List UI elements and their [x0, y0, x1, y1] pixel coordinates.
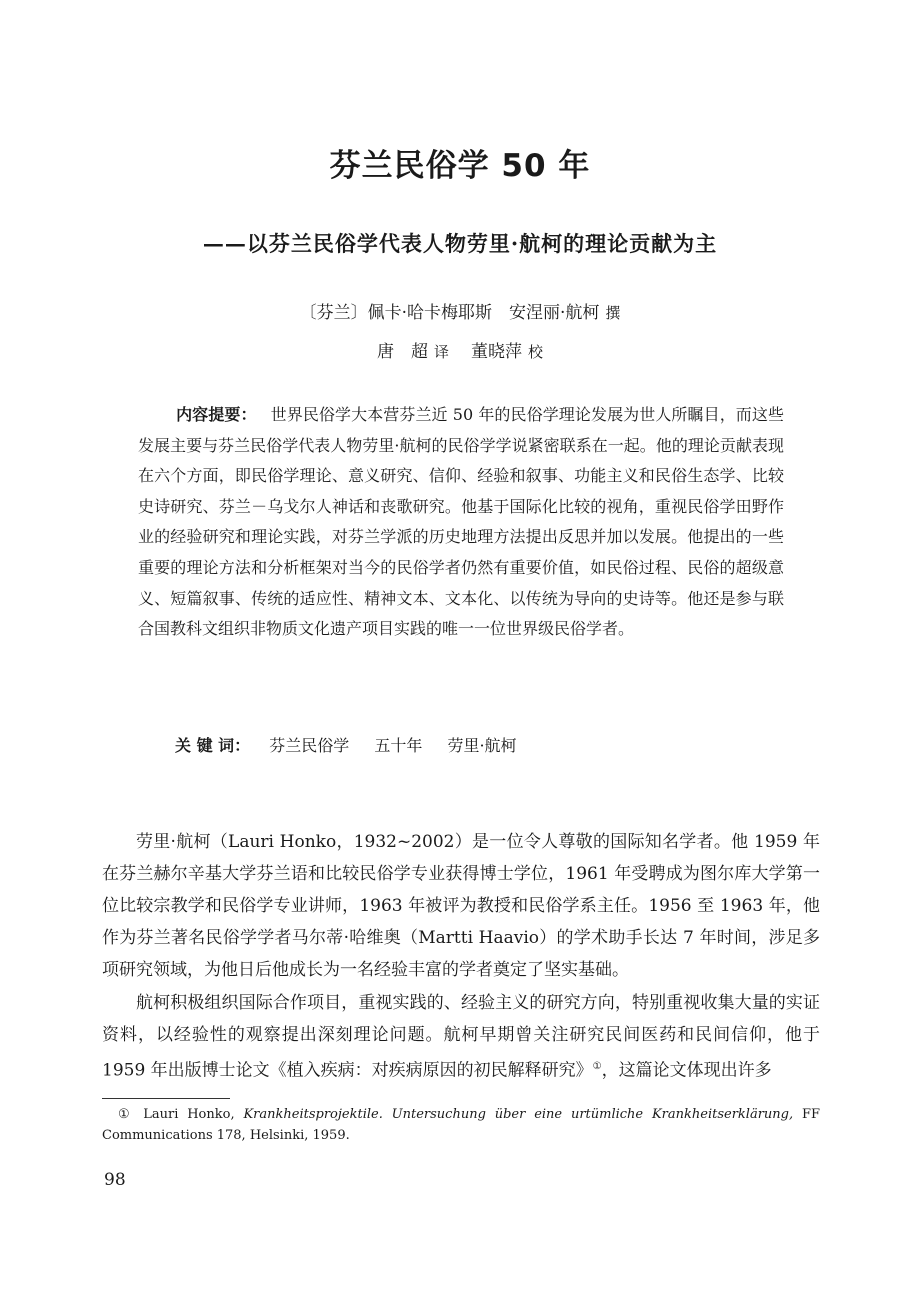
footnote: [102, 1104, 820, 1146]
abstract-text: 世界民俗学大本营芬兰近 50 年的民俗学理论发展为世人所瞩目，而这些发展主要与芬兰民俗学代表人物劳里·航柯的民俗学学说紧密联系在一起。他的理论贡献表现在六个方面，即民俗学理论、意义研究、信仰、经验和叙事、功能主义和民俗生态学、比较史诗研究、芬兰－乌戈尔人神话和丧歌研究。他基于国际化比较的视角，重视民俗学田野作业的经验研究和理论实践，对芬兰学派的历史地理方法提出反思并加以发展。他提出的一些重要的理论方法和分析框架对当今的民俗学者仍然有重要价值，如民俗过程、民俗的超级意义、短篇叙事、传统的适应性、精神文本、文本化、以传统为导向的史诗等。他还是参与联合国教科文组织非物质文化遗产项目实践的唯一一位世界级民俗学者。: [138, 405, 784, 639]
body-text: 航柯积极组织国际合作项目，重视实践的、经验主义的研究方向，特别重视收集大量的实证资料，以经验性的观察提出深刻理论问题。航柯早期曾关注研究民间医药和民间信仰，他于 1959 年出版博士论文《植入疾病：对疾病原因的初民解释研究》: [102, 993, 820, 1081]
proofreader-role: 校: [528, 343, 544, 361]
author-role: 撰: [605, 304, 621, 322]
page-number: 98: [104, 1170, 126, 1190]
proofreader-name: 董晓萍: [471, 342, 522, 362]
keywords: [175, 733, 537, 756]
abstract-label: 内容提要：: [176, 405, 257, 424]
translator-role: 译: [433, 343, 449, 361]
keywords-label: 关 键 词：: [175, 736, 251, 755]
footnote-ref[interactable]: ①: [592, 1061, 602, 1072]
keyword-item: 芬兰民俗学: [269, 736, 350, 755]
translator-line: [0, 337, 920, 362]
article-body: [102, 826, 820, 1088]
article-title: 芬兰民俗学 50 年: [329, 148, 591, 184]
keyword-item: 五十年: [374, 736, 423, 755]
body-text: ，这篇论文体现出许多: [601, 1060, 772, 1081]
abstract: [138, 400, 784, 645]
author-line: [0, 298, 920, 323]
body-paragraph: [102, 987, 820, 1087]
footnote-divider: [102, 1098, 230, 1099]
author-names: 佩卡·哈卡梅耶斯 安涅丽·航柯: [367, 303, 600, 323]
article-subtitle: ——以芬兰民俗学代表人物劳里·航柯的理论贡献为主: [202, 231, 718, 256]
author-country: 〔芬兰〕: [299, 303, 368, 323]
footnote-author: Lauri Honko,: [143, 1107, 235, 1122]
keyword-item: 劳里·航柯: [447, 736, 517, 755]
body-paragraph: 劳里·航柯（Lauri Honko，1932~2002）是一位令人尊敬的国际知名学者。他 1959 年在芬兰赫尔辛基大学芬兰语和比较民俗学专业获得博士学位，1961 年受聘成为图尔库大学第一位比较宗教学和民俗学专业讲师，1963 年被评为教授和民俗学系主任。1956 至 1963 年，他作为芬兰著名民俗学学者马尔蒂·哈维奥（Martti Haavio）的学术助手长达 7 年时间，涉足多项研究领域，为他日后他成长为一名经验丰富的学者奠定了坚实基础。: [102, 832, 820, 980]
footnote-title: Krankheitsprojektile. Untersuchung über eine urtümliche Krankheitserklärung,: [243, 1107, 794, 1122]
footnote-rest: FF Communications 178, Helsinki, 1959.: [102, 1107, 821, 1143]
translator-name: 唐 超: [376, 342, 428, 362]
footnote-marker: ①: [118, 1107, 135, 1122]
